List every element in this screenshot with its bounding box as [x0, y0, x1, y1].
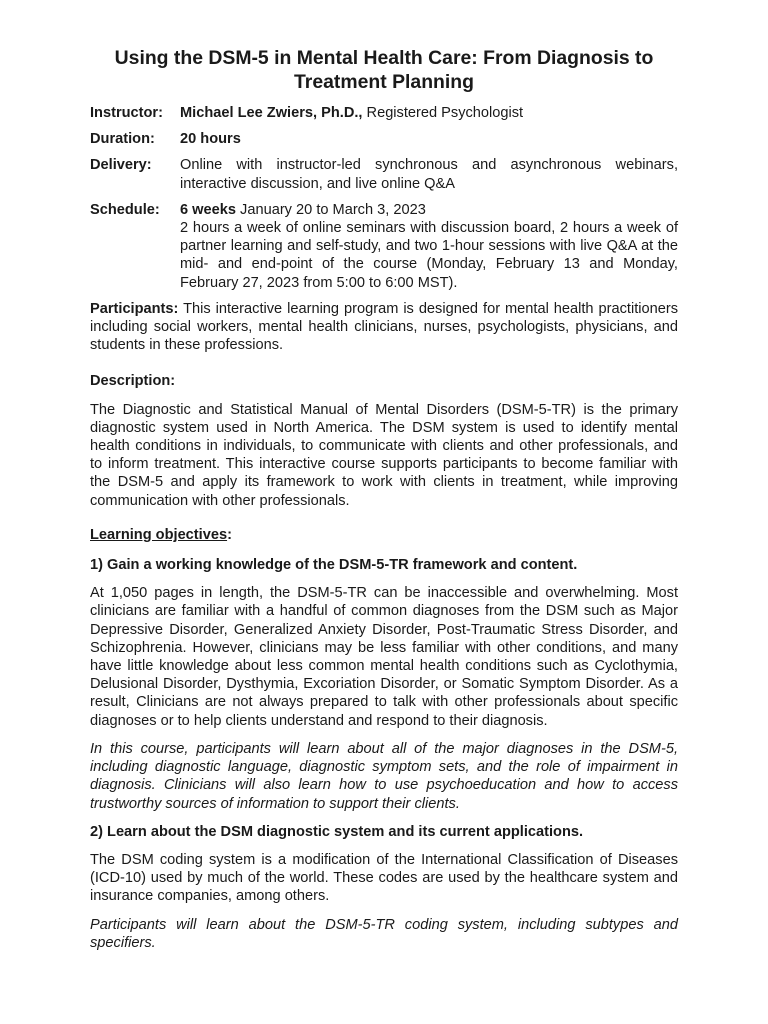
instructor-label: Instructor: — [90, 105, 163, 121]
delivery-row — [90, 156, 678, 192]
description-heading: Description: — [90, 373, 176, 390]
objective-2-text: The DSM coding system is a modification of the International Classification of Diseases (ICD-10) used by much of the world. These codes are used by the healthcare system and insurance companies, among others. — [90, 851, 678, 905]
delivery-value: Online with instructor-led synchronous and asynchronous webinars, interactive discussion, and live online Q&A — [180, 157, 678, 192]
instructor-role: Registered Psychologist — [362, 105, 524, 121]
schedule-dates: January 20 to March 3, 2023 — [236, 201, 426, 218]
objective-2-italic: Participants will learn about the DSM-5-TR coding system, including subtypes and specifiers. — [90, 916, 678, 951]
duration-label: Duration: — [90, 131, 155, 148]
duration-row — [90, 130, 678, 148]
objectives-heading — [90, 526, 678, 544]
instructor-value — [180, 104, 678, 122]
objectives-heading-text: Learning objectives — [90, 526, 228, 543]
objective-2-title: 2) Learn about the DSM diagnostic system and its current applications. — [90, 823, 584, 840]
objective-1-title: 1) Gain a working knowledge of the DSM-5-TR framework and content. — [90, 557, 578, 574]
instructor-row — [90, 104, 678, 122]
participants-text: This interactive learning program is designed for mental health practitioners including social workers, mental health clinicians, nurses, psychologists, physicians, and students in these professions. — [90, 300, 678, 354]
objective-1-italic: In this course, participants will learn about all of the major diagnoses in the DSM-5, including diagnostic language, diagnostic symptom sets, and the role of impairment in diagnosis. Clinicians will also learn how to use psychoeducation and how to access trustworthy sources of information to support their clients. — [90, 740, 678, 812]
page-title: Using the DSM-5 in Mental Health Care: From Diagnosis to Treatment Planning — [114, 47, 654, 93]
delivery-label: Delivery: — [90, 157, 152, 174]
instructor-name: Michael Lee Zwiers, Ph.D., — [180, 105, 363, 121]
schedule-weeks: 6 weeks — [180, 201, 236, 218]
schedule-row — [90, 201, 678, 292]
participants-paragraph — [90, 300, 678, 355]
duration-value: 20 hours — [180, 131, 241, 148]
participants-label: Participants: — [90, 300, 179, 317]
schedule-value — [180, 201, 678, 292]
objectives-heading-colon: : — [227, 526, 232, 543]
schedule-label: Schedule: — [90, 201, 160, 218]
objective-1-text: At 1,050 pages in length, the DSM-5-TR can be inaccessible and overwhelming. Most clinicians are familiar with a handful of common diagnoses from the DSM such as Major Depressive Disorder, Generalized Anxiety Disorder, Post-Traumatic Stress Disorder, and Schizophrenia. However, clinicians may be less familiar with other conditions, and many have little knowledge about less common mental health conditions such as Cyclothymia, Delusional Disorder, Dysthymia, Excoriation Disorder, or Somatic Symptom Disorder. As a result, Clinicians are not always prepared to talk with other professionals about specific diagnoses or to help clients understand and respond to their diagnosis. — [90, 585, 678, 729]
schedule-dates-line — [180, 201, 678, 219]
schedule-details: 2 hours a week of online seminars with discussion board, 2 hours a week of partner learning and self-study, and two 1-hour sessions with live Q&A at the mid- and end-point of the course (Monday, February 13 and Monday, February 27, 2023 from 5:00 to 6:00 MST). — [180, 220, 678, 291]
description-text: The Diagnostic and Statistical Manual of Mental Disorders (DSM-5-TR) is the primary diagnostic system used in North America. The DSM system is used to identify mental health conditions in individuals, to communicate with clients and other professionals, and to inform treatment. This interactive course supports participants to become familiar with the DSM-5 and apply its framework to work with clients in treatment, while improving communication with other professionals. — [90, 401, 678, 509]
